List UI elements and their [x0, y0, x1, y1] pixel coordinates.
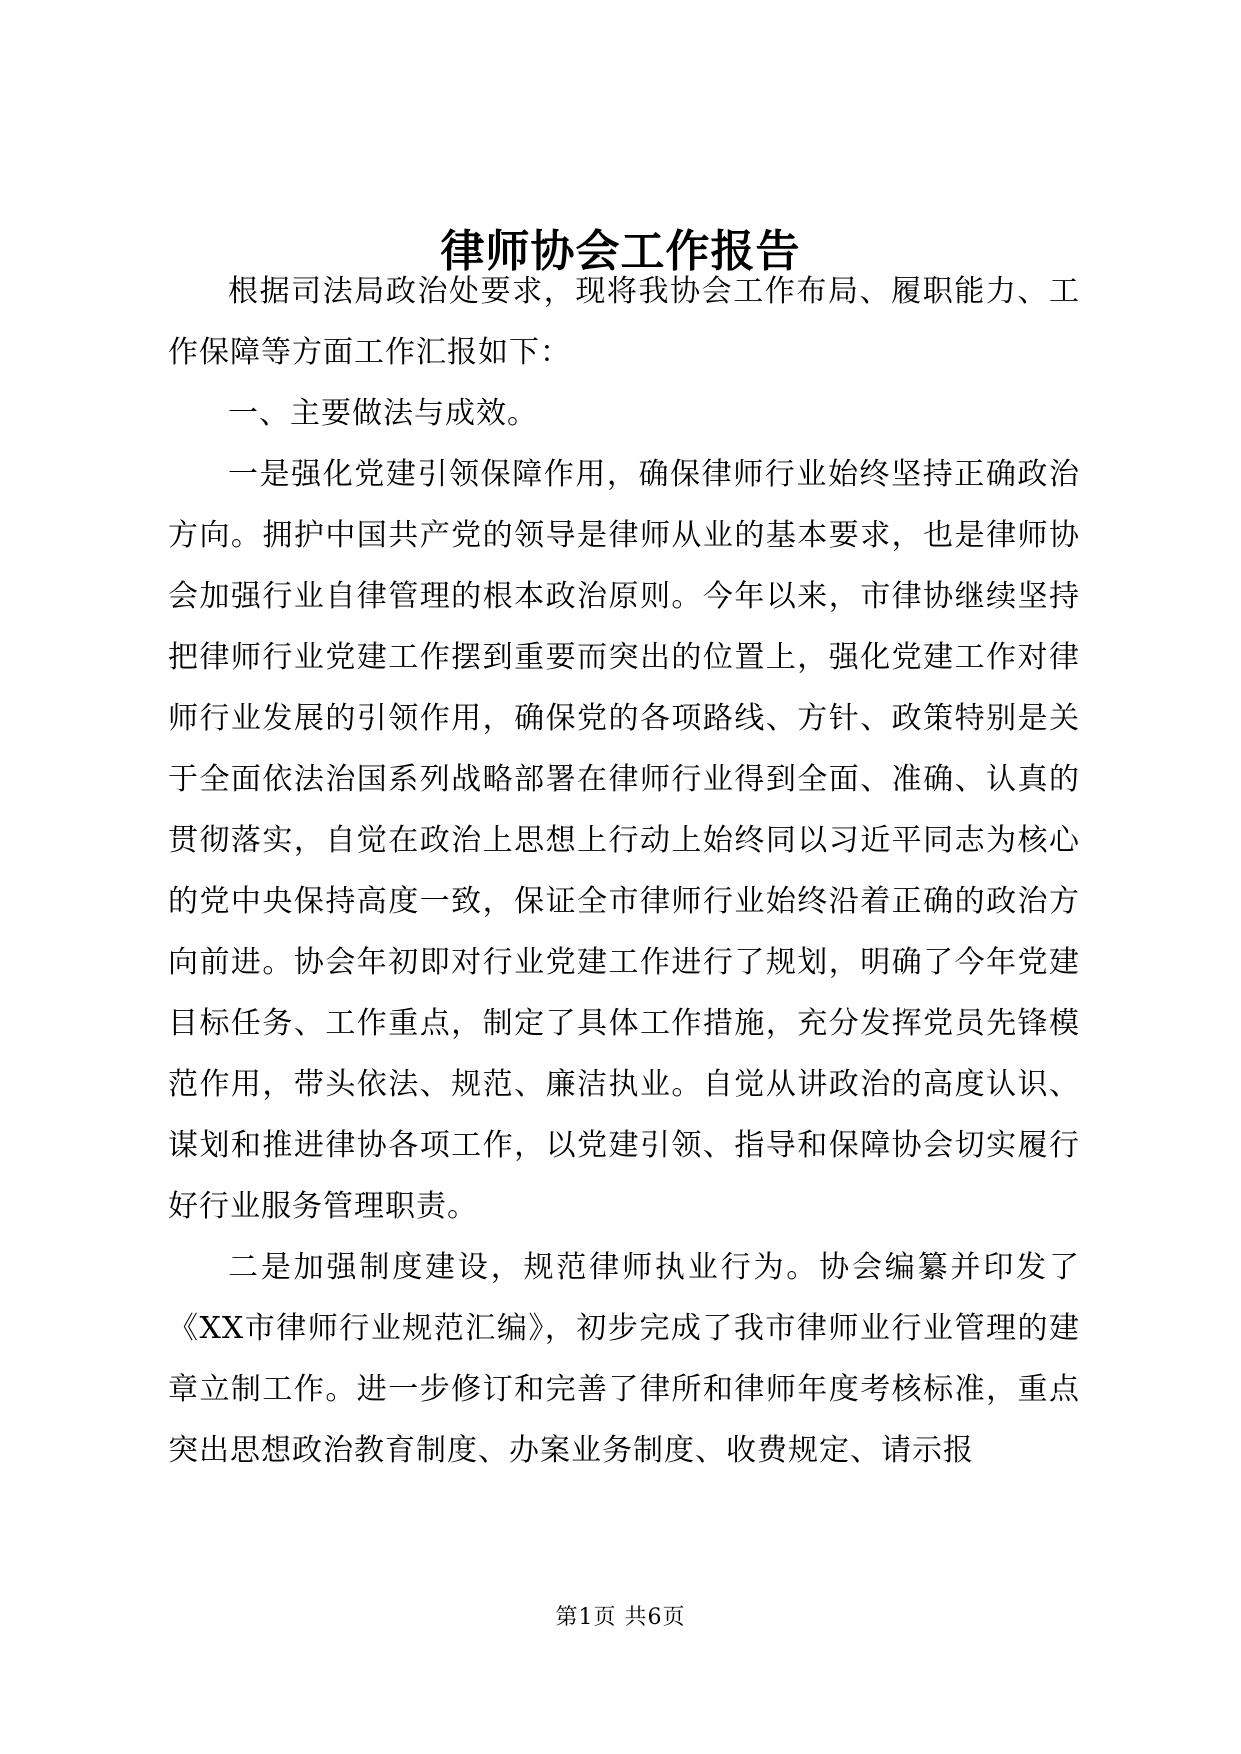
body-paragraph: 一是强化党建引领保障作用，确保律师行业始终坚持正确政治方向。拥护中国共产党的领导是律师从业的基本要求，也是律师协会加强行业自律管理的根本政治原则。今年以来，市律协继续坚持把律师行业党建工作摆到重要而突出的位置上，强化党建工作对律师行业发展的引领作用，确保党的各项路线、方针、政策特别是关于全面依法治国系列战略部署在律师行业得到全面、准确、认真的贯彻落实，自觉在政治上思想上行动上始终同以习近平同志为核心的党中央保持高度一致，保证全市律师行业始终沿着正确的政治方向前进。协会年初即对行业党建工作进行了规划，明确了今年党建目标任务、工作重点，制定了具体工作措施，充分发挥党员先锋模范作用，带头依法、规范、廉洁执业。自觉从讲政治的高度认识、谋划和推进律协各项工作，以党建引领、指导和保障协会切实履行好行业服务管理职责。 [168, 457, 1080, 1224]
document-body [168, 261, 1080, 1481]
body-paragraph: 二是加强制度建设，规范律师执业行为。协会编纂并印发了《XX市律师行业规范汇编》，初步完成了我市律师业行业管理的建章立制工作。进一步修订和完善了律所和律师年度考核标准，重点突出思想政治教育制度、办案业务制度、收费规定、请示报 [168, 1250, 1080, 1468]
page-number: 第1页 共6页 [555, 1605, 686, 1630]
section-heading: 一、主要做法与成效。 [228, 396, 538, 431]
document-title: 律师协会工作报告 [440, 226, 801, 277]
intro-paragraph: 根据司法局政治处要求，现将我协会工作布局、履职能力、工作保障等方面工作汇报如下： [168, 274, 1080, 370]
